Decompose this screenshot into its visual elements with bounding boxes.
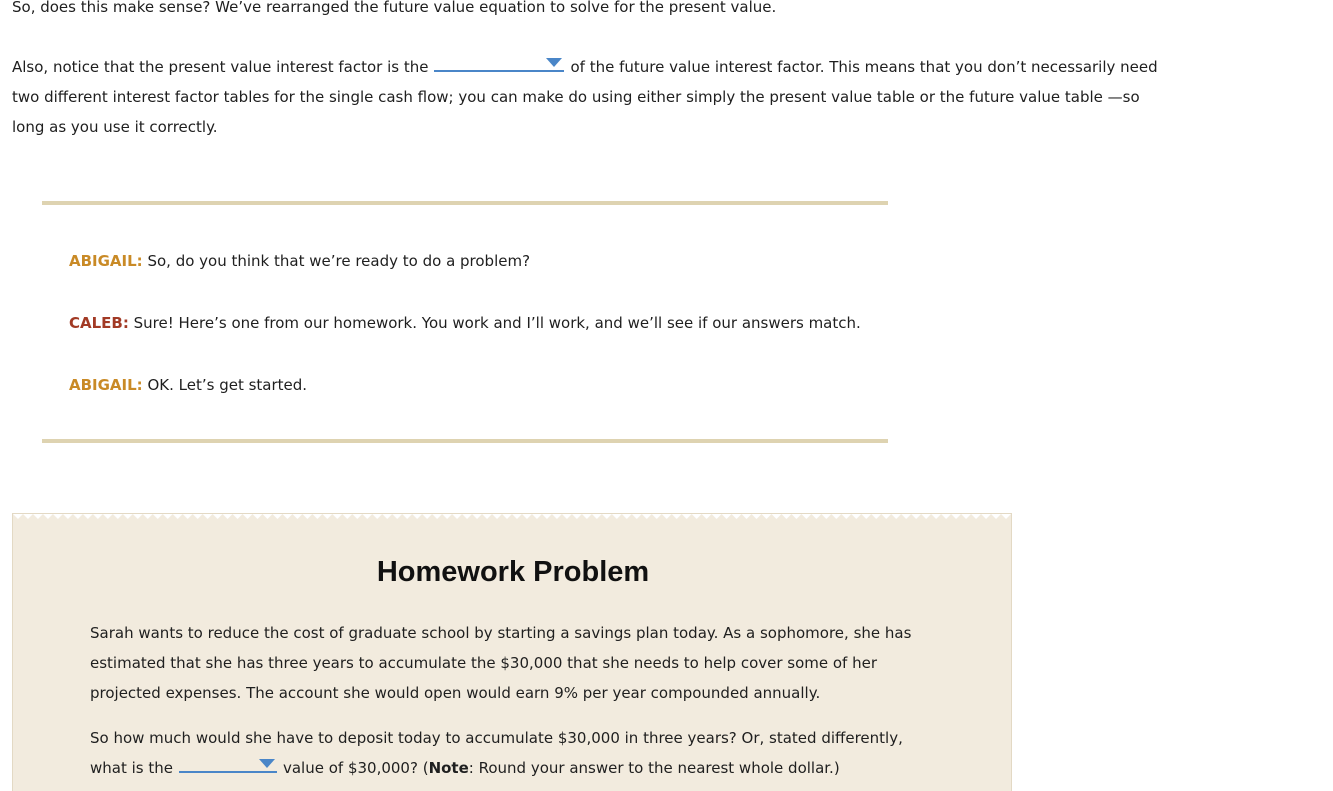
speaker-name: CALEB: [69, 314, 129, 332]
intro-text: So, does this make sense? We’ve rearranged the future value equation to solve for the present value. [12, 0, 777, 16]
chevron-down-icon [546, 58, 562, 67]
homework-question [90, 723, 930, 783]
value-type-dropdown[interactable] [179, 753, 277, 773]
question-text-after: value of $30,000? ( [282, 759, 429, 777]
note-text: : Round your answer to the nearest whole dollar.) [468, 759, 840, 777]
dialogue-text: So, do you think that we’re ready to do a problem? [147, 252, 531, 270]
dialogue-text: Sure! Here’s one from our homework. You work and I’ll work, and we’ll see if our answers match. [133, 314, 861, 332]
dialogue-line [69, 313, 861, 333]
dialogue-line [69, 375, 307, 395]
dialogue-line [69, 251, 530, 271]
question-text-before: So how much would she have to deposit today to accumulate $30,000 in three years? Or, stated differently, what is the [90, 729, 903, 777]
zigzag-border [13, 514, 1011, 522]
interest-factor-paragraph [12, 52, 1172, 142]
paragraph-text-before: Also, notice that the present value interest factor is the [12, 58, 429, 76]
note-label: Note [428, 759, 469, 777]
dialogue-divider-top [42, 201, 888, 205]
homework-description: Sarah wants to reduce the cost of graduate school by starting a savings plan today. As a sophomore, she has estimated that she has three years to accumulate the $30,000 that she needs to help cover some of her projected expenses. The account she would open would earn 9% per year compounded annually. [90, 624, 912, 702]
speaker-name: ABIGAIL: [69, 252, 143, 270]
paragraph-text-after: of the future value interest factor. This means that you don’t necessarily need two different interest factor tables for the single cash flow; you can make do using either simply the present value table or the future value table —so long as you use it correctly. [12, 58, 1158, 136]
interest-factor-dropdown[interactable] [434, 52, 564, 72]
speaker-name: ABIGAIL: [69, 376, 143, 394]
chevron-down-icon [259, 759, 275, 768]
dialogue-text: OK. Let’s get started. [147, 376, 308, 394]
dialogue-divider-bottom [42, 439, 888, 443]
homework-problem-box [12, 513, 1012, 791]
homework-title: Homework Problem [376, 556, 650, 588]
